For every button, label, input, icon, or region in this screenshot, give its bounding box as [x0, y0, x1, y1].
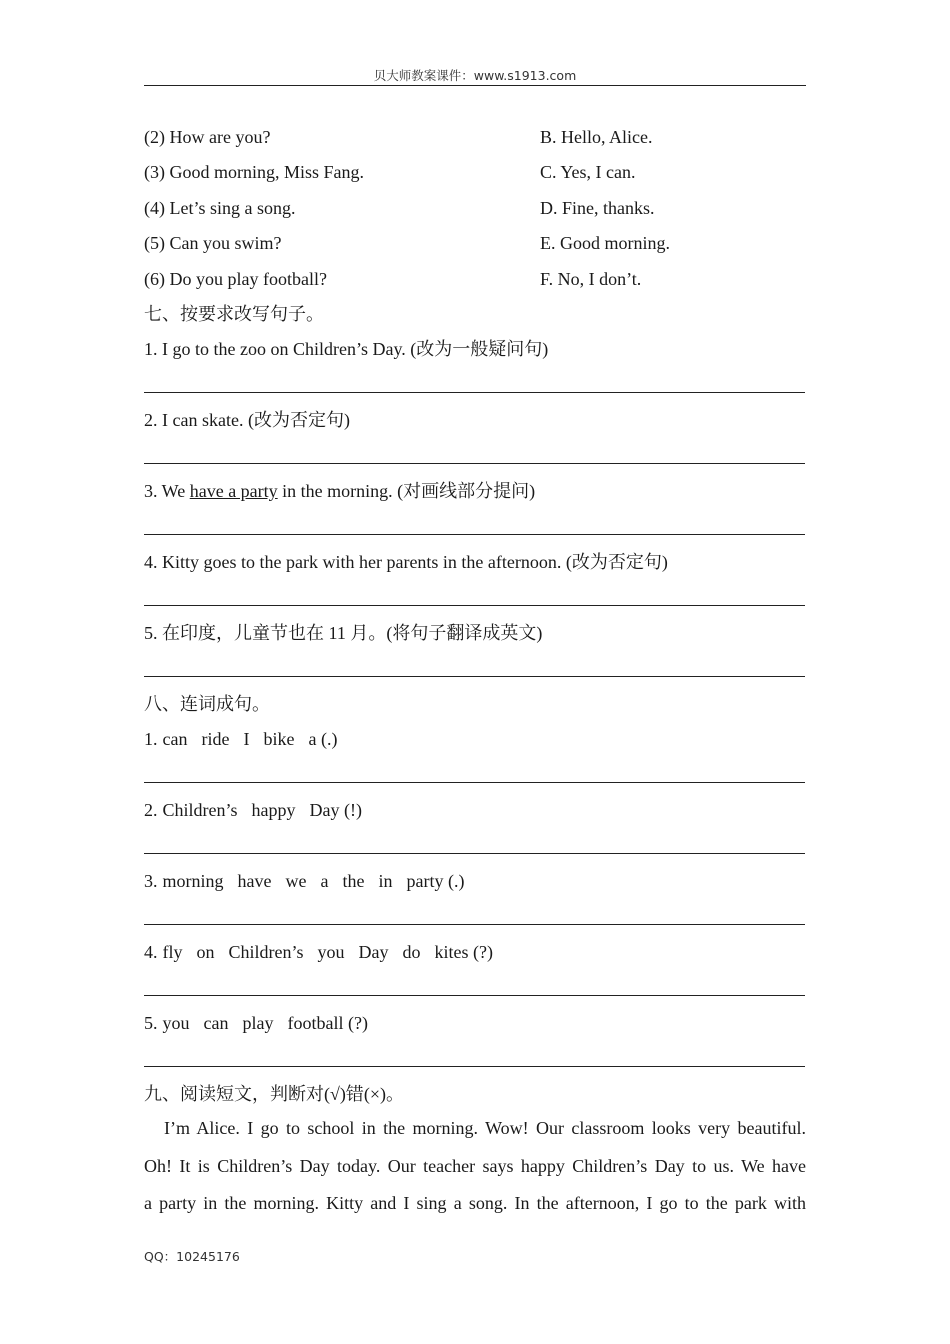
passage-line: a party in the morning. Kitty and I sing a song. In the afternoon, I go to the park with [144, 1193, 806, 1213]
section-8-title: 八、连词成句。 [144, 694, 270, 714]
header-rule [144, 85, 806, 86]
word: morning [162, 871, 224, 891]
answer-line[interactable] [144, 782, 805, 783]
word: play [242, 1013, 274, 1033]
rewrite-item-3 [144, 480, 535, 502]
word: have [237, 871, 272, 891]
word: on [196, 942, 215, 962]
word: happy [251, 800, 296, 820]
word: Day [358, 942, 389, 962]
word-order-item-5 [144, 1012, 368, 1034]
word: a (.) [308, 729, 338, 749]
word-order-item-2 [144, 799, 362, 821]
matching-answer: E. Good morning. [540, 233, 670, 253]
word: party (.) [406, 871, 465, 891]
passage-line: I’m Alice. I go to school in the morning. Wow! Our classroom looks very beautiful. [164, 1118, 806, 1138]
item-number: 3. [144, 871, 158, 891]
rewrite-item-3-prefix: 3. We [144, 481, 190, 501]
word-order-item-4 [144, 941, 493, 963]
item-number: 4. [144, 942, 158, 962]
word: you [317, 942, 345, 962]
answer-line[interactable] [144, 392, 805, 393]
item-number: 5. [144, 1013, 158, 1033]
section-7-title: 七、按要求改写句子。 [144, 304, 324, 324]
matching-answer: B. Hello, Alice. [540, 127, 653, 147]
word-order-item-3 [144, 870, 464, 892]
answer-line[interactable] [144, 676, 805, 677]
word: a [320, 871, 329, 891]
word: fly [162, 942, 183, 962]
rewrite-item-2: 2. I can skate. (改为否定句) [144, 410, 350, 430]
rewrite-item-1: 1. I go to the zoo on Children’s Day. (改为一般疑问句) [144, 339, 549, 359]
page-header: 贝大师教案课件：www.s1913.com [373, 68, 577, 83]
answer-line[interactable] [144, 853, 805, 854]
answer-line[interactable] [144, 1066, 805, 1067]
word: we [285, 871, 307, 891]
matching-answer: F. No, I don’t. [540, 269, 642, 289]
word: can [162, 729, 188, 749]
matching-question: (4) Let’s sing a song. [144, 198, 296, 218]
rewrite-item-5: 5. 在印度，儿童节也在 11 月。(将句子翻译成英文) [144, 623, 543, 643]
word: ride [201, 729, 230, 749]
word: Children’s [162, 800, 238, 820]
word: do [402, 942, 421, 962]
answer-line[interactable] [144, 463, 805, 464]
item-number: 1. [144, 729, 158, 749]
matching-answer: C. Yes, I can. [540, 162, 636, 182]
matching-question: (5) Can you swim? [144, 233, 282, 253]
answer-line[interactable] [144, 924, 805, 925]
word: the [342, 871, 365, 891]
word-order-item-1 [144, 728, 337, 750]
answer-line[interactable] [144, 605, 805, 606]
word: Day (!) [309, 800, 362, 820]
section-9-title: 九、阅读短文，判断对(√)错(×)。 [144, 1084, 405, 1104]
reading-passage [144, 1110, 806, 1223]
matching-question: (6) Do you play football? [144, 269, 327, 289]
word: football (?) [287, 1013, 368, 1033]
underlined-phrase: have a party [189, 481, 278, 501]
matching-answer: D. Fine, thanks. [540, 198, 655, 218]
rewrite-item-4: 4. Kitty goes to the park with her parents in the afternoon. (改为否定句) [144, 552, 668, 572]
answer-line[interactable] [144, 995, 805, 996]
word: can [203, 1013, 229, 1033]
passage-line: Oh! It is Children’s Day today. Our teacher says happy Children’s Day to us. We have [144, 1155, 806, 1176]
word: Children’s [228, 942, 304, 962]
matching-question: (2) How are you? [144, 127, 271, 147]
answer-line[interactable] [144, 534, 805, 535]
word: kites (?) [434, 942, 493, 962]
word: in [378, 871, 393, 891]
word: you [162, 1013, 190, 1033]
page-footer: QQ：10245176 [144, 1249, 240, 1264]
item-number: 2. [144, 800, 158, 820]
rewrite-item-3-suffix: in the morning. (对画线部分提问) [277, 481, 536, 501]
word: bike [263, 729, 295, 749]
word: I [243, 729, 250, 749]
matching-question: (3) Good morning, Miss Fang. [144, 162, 364, 182]
